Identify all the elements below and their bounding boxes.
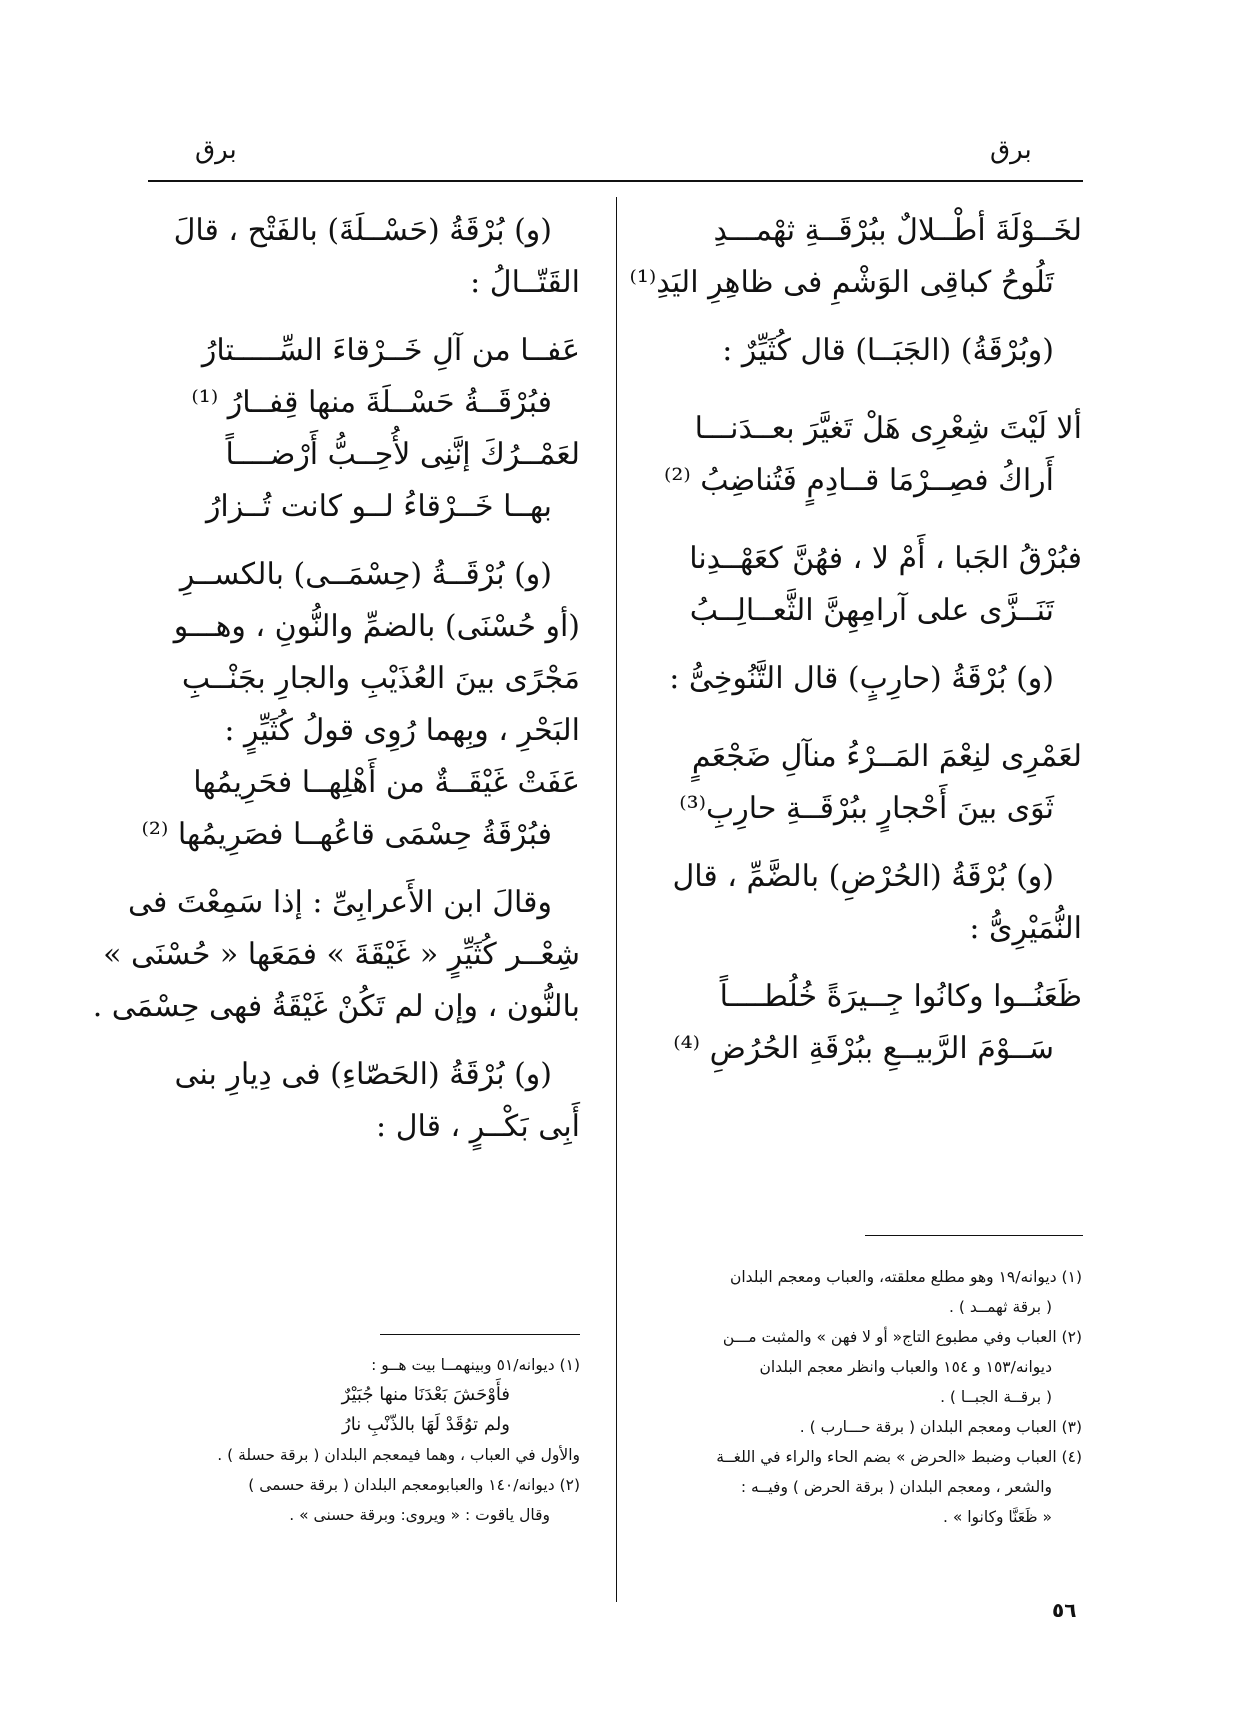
verse-line: ألا لَيْتَ شِعْرِى هَلْ تَغيَّرَ بعــدَنـــا <box>694 411 1082 446</box>
left-column <box>92 205 580 1153</box>
verse-line: فبُرْقُ الجَبا ، أَمْ لا ، فهُنَّ كعَهْــدِنا <box>689 541 1082 576</box>
footnote-verse: ولم توُقَدْ لَهَا بالذّنْبِ نارُ <box>342 1414 510 1435</box>
verse-line: تَلُوحُ كباقِى الوَشْمِ فى ظاهِرِ اليَدِ⁽¹⁾ <box>629 265 1054 300</box>
footnotes-left <box>132 1350 580 1530</box>
entry-line: النُّمَيْرِىُّ : <box>969 911 1082 946</box>
footnote-verse: فأَوْحَشَ بَعْدَنَا منها جُبَيْرٌ <box>341 1384 510 1405</box>
column-divider <box>616 197 617 1602</box>
verse-line: لخَــوْلَةَ أطْــلالٌ ببُرْقَــةِ ثهْمـــدِ <box>713 213 1082 248</box>
footnote-line: (٣) العباب ومعجم البلدان ( برقة حـــارب ) . <box>799 1418 1082 1436</box>
footnote-line: (٢) ديوانه/١٤٠ والعبابومعجم البلدان ( برقة حسمى ) <box>248 1476 580 1494</box>
verse-line: لعَمْــرُكَ إنَّنِى لأُحِــبُّ أَرْضــــاً <box>225 437 580 472</box>
entry-line: (و) بُرْقَــةُ (حِسْمَــى) بالكســرِ <box>179 557 552 592</box>
entry-line: وقالَ ابن الأَعرابِىِّ : إذا سَمِعْتَ فى <box>128 885 552 920</box>
verse-line: عَفــا من آلِ خَــرْقاءَ السِّـــــتارُ <box>201 333 580 368</box>
footnote-line: وقال ياقوت : « ويروى: وبرقة حسنى » . <box>289 1506 550 1524</box>
verse-line: سَــوْمَ الرَّبيــعِ ببُرْقَةِ الحُرُضِ ⁽⁴⁾ <box>673 1031 1054 1066</box>
right-column <box>629 205 1082 1075</box>
verse-line: ظَعَنُــوا وكانُوا جِــيرَةً خُلُطــــاً <box>719 979 1082 1014</box>
entry-line: شِعْــر كُثَيِّرٍ « غَيْقَةَ » فمَعَها « حُسْنَى » <box>103 937 580 972</box>
entry-line: مَجْرًى بينَ العُذَيْبِ والجارِ بجَنْــبِ <box>181 661 580 696</box>
footnote-rule-right <box>865 1235 1083 1236</box>
entry-line: (و) بُرْقَةُ (حَسْــلَةَ) بالفَتْح ، قالَ <box>173 213 552 248</box>
verse-line: ثَوَى بينَ أَحْجارٍ ببُرْقَــةِ حارِبِ⁽³⁾ <box>679 791 1054 826</box>
verse-line: عَفَتْ غَيْقَــةٌ من أَهْلِهــا فحَرِيمُها <box>193 765 580 800</box>
entry-line: (و) بُرْقَةُ (الحُرْضِ) بالضَّمِّ ، قال <box>672 859 1054 894</box>
running-head-right: برق <box>990 135 1032 165</box>
footnotes-right <box>662 1262 1082 1532</box>
entry-line: أَبِى بَكْــرٍ ، قال : <box>376 1109 580 1144</box>
header-rule <box>148 180 1083 182</box>
entry-line: (و) بُرْقَةُ (الحَصّاءِ) فى دِيارِ بنى <box>174 1057 552 1092</box>
running-head-left: برق <box>195 135 237 165</box>
footnote-line: « ظَعَنَّا وكانوا » . <box>942 1508 1052 1526</box>
footnote-line: (١) ديوانه/٥١ وبينهمــا بيت هــو : <box>371 1356 580 1374</box>
entry-line: (وبُرْقَةُ) (الجَبَــا) قال كُثَيِّرٌ : <box>722 333 1054 368</box>
verse-line: لعَمْرِى لنِعْمَ المَــرْءُ منآلِ ضَجْعَمٍ <box>691 739 1082 774</box>
footnote-rule-left <box>380 1334 580 1335</box>
footnote-line: ديوانه/١٥٣ و ١٥٤ والعباب وانظر معجم البلدان <box>759 1358 1052 1376</box>
entry-line: القَتّــالُ : <box>470 265 580 300</box>
page-number: ٥٦ <box>1052 1598 1077 1622</box>
footnote-line: والأول في العباب ، وهما فيمعجم البلدان ( برقة حسلة ) . <box>217 1446 580 1464</box>
entry-line: (أو حُسْنَى) بالضمِّ والنُّونِ ، وهـــو <box>173 609 580 644</box>
footnote-line: ( برقــة الجبــا ) . <box>940 1388 1052 1406</box>
entry-line: بالنُّون ، وإن لم تَكُنْ غَيْقَةُ فهى حِسْمَى . <box>92 989 580 1024</box>
footnote-line: (١) ديوانه/١٩ وهو مطلع معلقته، والعباب ومعجم البلدان <box>729 1268 1082 1286</box>
verse-line: بهــا خَــرْقاءُ لــو كانت تُــزارُ <box>205 489 552 524</box>
footnote-line: والشعر ، ومعجم البلدان ( برقة الحرض ) وفيــه : <box>740 1478 1052 1496</box>
verse-line: تَنَــزَّى على آرامِهِنَّ الثَّعــالِــبُ <box>689 593 1054 628</box>
entry-line: (و) بُرْقَةُ (حارِبٍ) قال التَّنُوخِىُّ : <box>669 661 1054 696</box>
footnote-line: ( برقة ثهمــد ) . <box>949 1298 1052 1316</box>
verse-line: فبُرْقَــةُ حَسْــلَةَ منها قِفــارُ ⁽¹⁾ <box>191 385 552 420</box>
footnote-line: (٢) العباب وفي مطبوع التاج« أو لا فهن » والمثبت مـــن <box>722 1328 1082 1346</box>
verse-line: أَراكُ فصِــرْمَا قــادِمٍ فَتُناضِبُ ⁽²⁾ <box>663 463 1054 498</box>
entry-line: البَحْرِ ، وبِهما رُوِى قولُ كُثَيِّرٍ : <box>224 713 580 748</box>
verse-line: فبُرْقَةُ حِسْمَى قاعُهــا فصَرِيمُها ⁽²⁾ <box>141 817 552 852</box>
footnote-line: (٤) العباب وضبط «الحرض » بضم الحاء والراء في اللغــة <box>716 1448 1082 1466</box>
